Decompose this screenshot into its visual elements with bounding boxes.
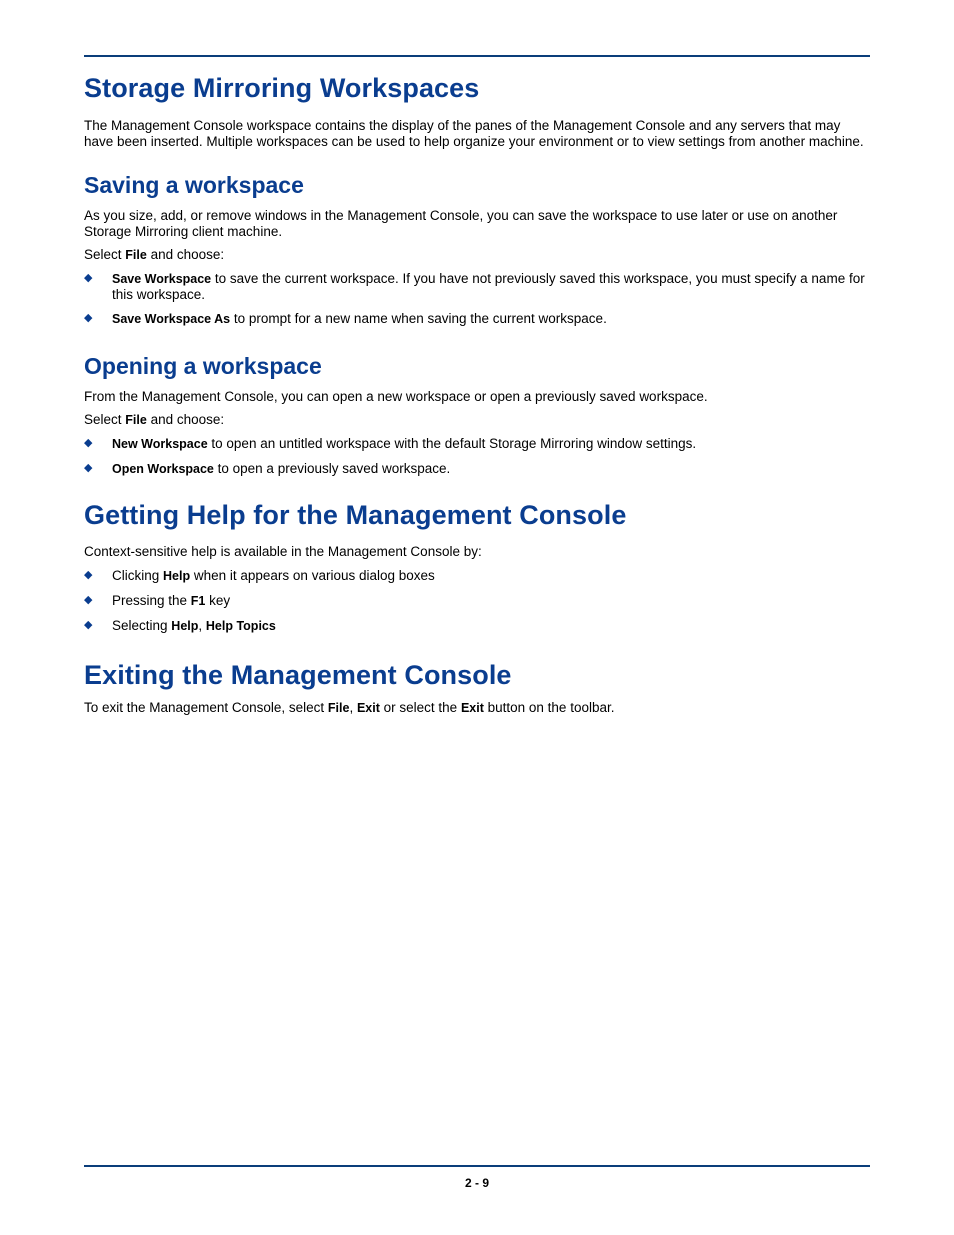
page-content xyxy=(84,72,870,717)
list-item: ◆ Pressing the F1 key xyxy=(84,592,231,608)
diamond-bullet-icon: ◆ xyxy=(84,461,93,474)
workspaces-intro: The Management Console workspace contains the display of the panes of the Management Console and any servers that may have been inserted. Multiple workspaces can be used to help organize your environment or to view settings from another machine. xyxy=(84,118,864,149)
list-item: ◆ Save Workspace As to prompt for a new name when saving the current workspace. xyxy=(84,310,607,326)
diamond-bullet-icon: ◆ xyxy=(84,437,93,450)
file-menu-ref: File xyxy=(125,413,147,428)
opening-options-list xyxy=(84,436,870,477)
heading-storage-mirroring-workspaces: Storage Mirroring Workspaces xyxy=(84,73,480,103)
opening-intro: From the Management Console, you can open a new workspace or open a previously saved workspace. xyxy=(84,388,708,404)
heading-exiting: Exiting the Management Console xyxy=(84,660,512,691)
diamond-bullet-icon: ◆ xyxy=(84,311,93,324)
list-item: ◆ Selecting Help, Help Topics xyxy=(84,617,276,633)
saving-select-line: Select File and choose: xyxy=(84,246,225,262)
diamond-bullet-icon: ◆ xyxy=(84,618,93,631)
header-rule xyxy=(84,55,870,57)
saving-intro: As you size, add, or remove windows in the Management Console, you can save the workspace to use later or use on another Storage Mirroring client machine. xyxy=(84,208,838,240)
saving-options-list xyxy=(84,271,870,328)
list-item: ◆ New Workspace to open an untitled workspace with the default Storage Mirroring window settings. xyxy=(84,436,697,452)
page-number: 2 - 9 xyxy=(464,1176,489,1190)
footer-rule xyxy=(84,1165,870,1167)
list-item: ◆ Clicking Help when it appears on various dialog boxes xyxy=(84,568,435,584)
help-intro: Context-sensitive help is available in the Management Console by: xyxy=(84,544,482,560)
heading-saving-a-workspace: Saving a workspace xyxy=(84,172,304,199)
diamond-bullet-icon: ◆ xyxy=(84,593,93,606)
diamond-bullet-icon: ◆ xyxy=(84,569,93,582)
opening-select-line: Select File and choose: xyxy=(84,412,225,428)
diamond-bullet-icon: ◆ xyxy=(84,271,93,284)
heading-opening-a-workspace: Opening a workspace xyxy=(84,352,322,379)
list-item: ◆ Save Workspace to save the current workspace. If you have not previously saved this workspace, you must specify a name for this workspace. xyxy=(84,270,865,303)
list-item: ◆ Open Workspace to open a previously saved workspace. xyxy=(84,460,451,476)
exiting-text: To exit the Management Console, select File, Exit or select the Exit button on the toolbar. xyxy=(84,700,615,716)
file-menu-ref: File xyxy=(125,247,147,262)
heading-getting-help: Getting Help for the Management Console xyxy=(84,500,627,531)
help-options-list xyxy=(84,568,870,634)
